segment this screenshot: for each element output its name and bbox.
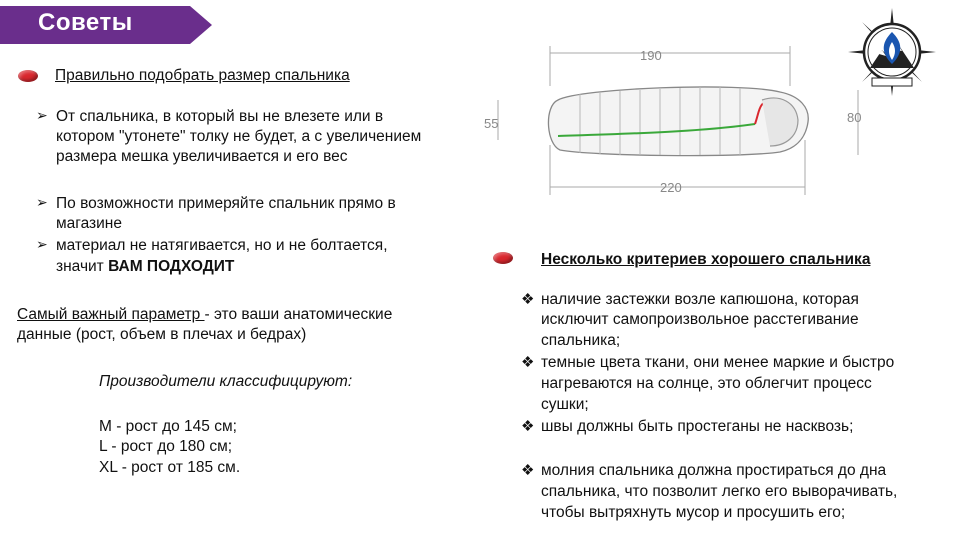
criterion-4-line-2: спальника, что позволит легко его выворачивать, bbox=[541, 483, 898, 500]
criterion-2-line-3: сушки; bbox=[541, 396, 589, 413]
size-heading: Правильно подобрать размер спальника bbox=[55, 67, 350, 84]
param-underlined: Самый важный параметр bbox=[17, 306, 205, 323]
diamond-bullet-icon: ❖ bbox=[521, 462, 535, 479]
bullet-1-line-3: размера мешка увеличивается и его вес bbox=[56, 148, 348, 165]
dim-left-label: 55 bbox=[484, 116, 499, 131]
bullet-1-line-1: От спальника, в который вы не влезете или в bbox=[56, 108, 384, 125]
criterion-2-line-2: нагреваются на солнце, это облегчит процесс bbox=[541, 375, 872, 392]
diamond-bullet-icon: ❖ bbox=[521, 291, 535, 308]
diamond-bullet-icon: ❖ bbox=[521, 418, 535, 435]
param-line-2: данные (рост, объем в плечах и бедрах) bbox=[17, 326, 307, 343]
diamond-bullet-icon: ❖ bbox=[521, 354, 535, 371]
size-xl: XL - рост от 185 см. bbox=[99, 459, 241, 476]
criterion-1-line-2: исключит самопроизвольное расстегивание bbox=[541, 311, 859, 328]
bullet-3-bold: ВАМ ПОДХОДИТ bbox=[108, 258, 235, 275]
param-rest: - это ваши анатомические bbox=[204, 306, 393, 323]
manufacturers-label: Производители классифицируют: bbox=[99, 373, 353, 390]
criterion-1-line-1: наличие застежки возле капюшона, которая bbox=[541, 291, 859, 308]
bullet-3-line-1: материал не натягивается, но и не болтается, bbox=[56, 237, 388, 254]
arrow-bullet-icon: ➢ bbox=[36, 194, 48, 210]
criterion-2-line-1: темные цвета ткани, они менее маркие и быстро bbox=[541, 354, 895, 371]
dim-bottom-label: 220 bbox=[660, 180, 682, 195]
criterion-4-line-3: чтобы вытряхнуть мусор и просушить его; bbox=[541, 504, 846, 521]
criterion-3-line-1: швы должны быть простеганы не насквозь; bbox=[541, 418, 854, 435]
size-l: L - рост до 180 см; bbox=[99, 438, 233, 455]
arrow-bullet-icon: ➢ bbox=[36, 107, 48, 123]
param-line-1 bbox=[17, 305, 392, 324]
criterion-1-line-3: спальника; bbox=[541, 332, 621, 349]
criterion-4-line-1: молния спальника должна простираться до дна bbox=[541, 462, 887, 479]
bullet-3-text: значит bbox=[56, 258, 109, 275]
dim-top-label: 190 bbox=[640, 48, 662, 63]
dim-right-label: 80 bbox=[847, 110, 862, 125]
size-m: M - рост до 145 см; bbox=[99, 418, 237, 435]
heading-bullet-dot bbox=[493, 252, 513, 264]
bullet-3-line-2 bbox=[56, 257, 234, 276]
bullet-2-line-2: магазине bbox=[56, 215, 122, 232]
bullet-1-line-2: котором "утонете" толку не будет, а с увеличением bbox=[56, 128, 422, 145]
bullet-2-line-1: По возможности примеряйте спальник прямо в bbox=[56, 195, 396, 212]
page-title: Советы bbox=[38, 9, 133, 36]
arrow-bullet-icon: ➢ bbox=[36, 236, 48, 252]
sleeping-bag-diagram bbox=[480, 40, 870, 205]
heading-bullet-dot bbox=[18, 70, 38, 82]
criteria-heading: Несколько критериев хорошего спальника bbox=[541, 251, 871, 268]
